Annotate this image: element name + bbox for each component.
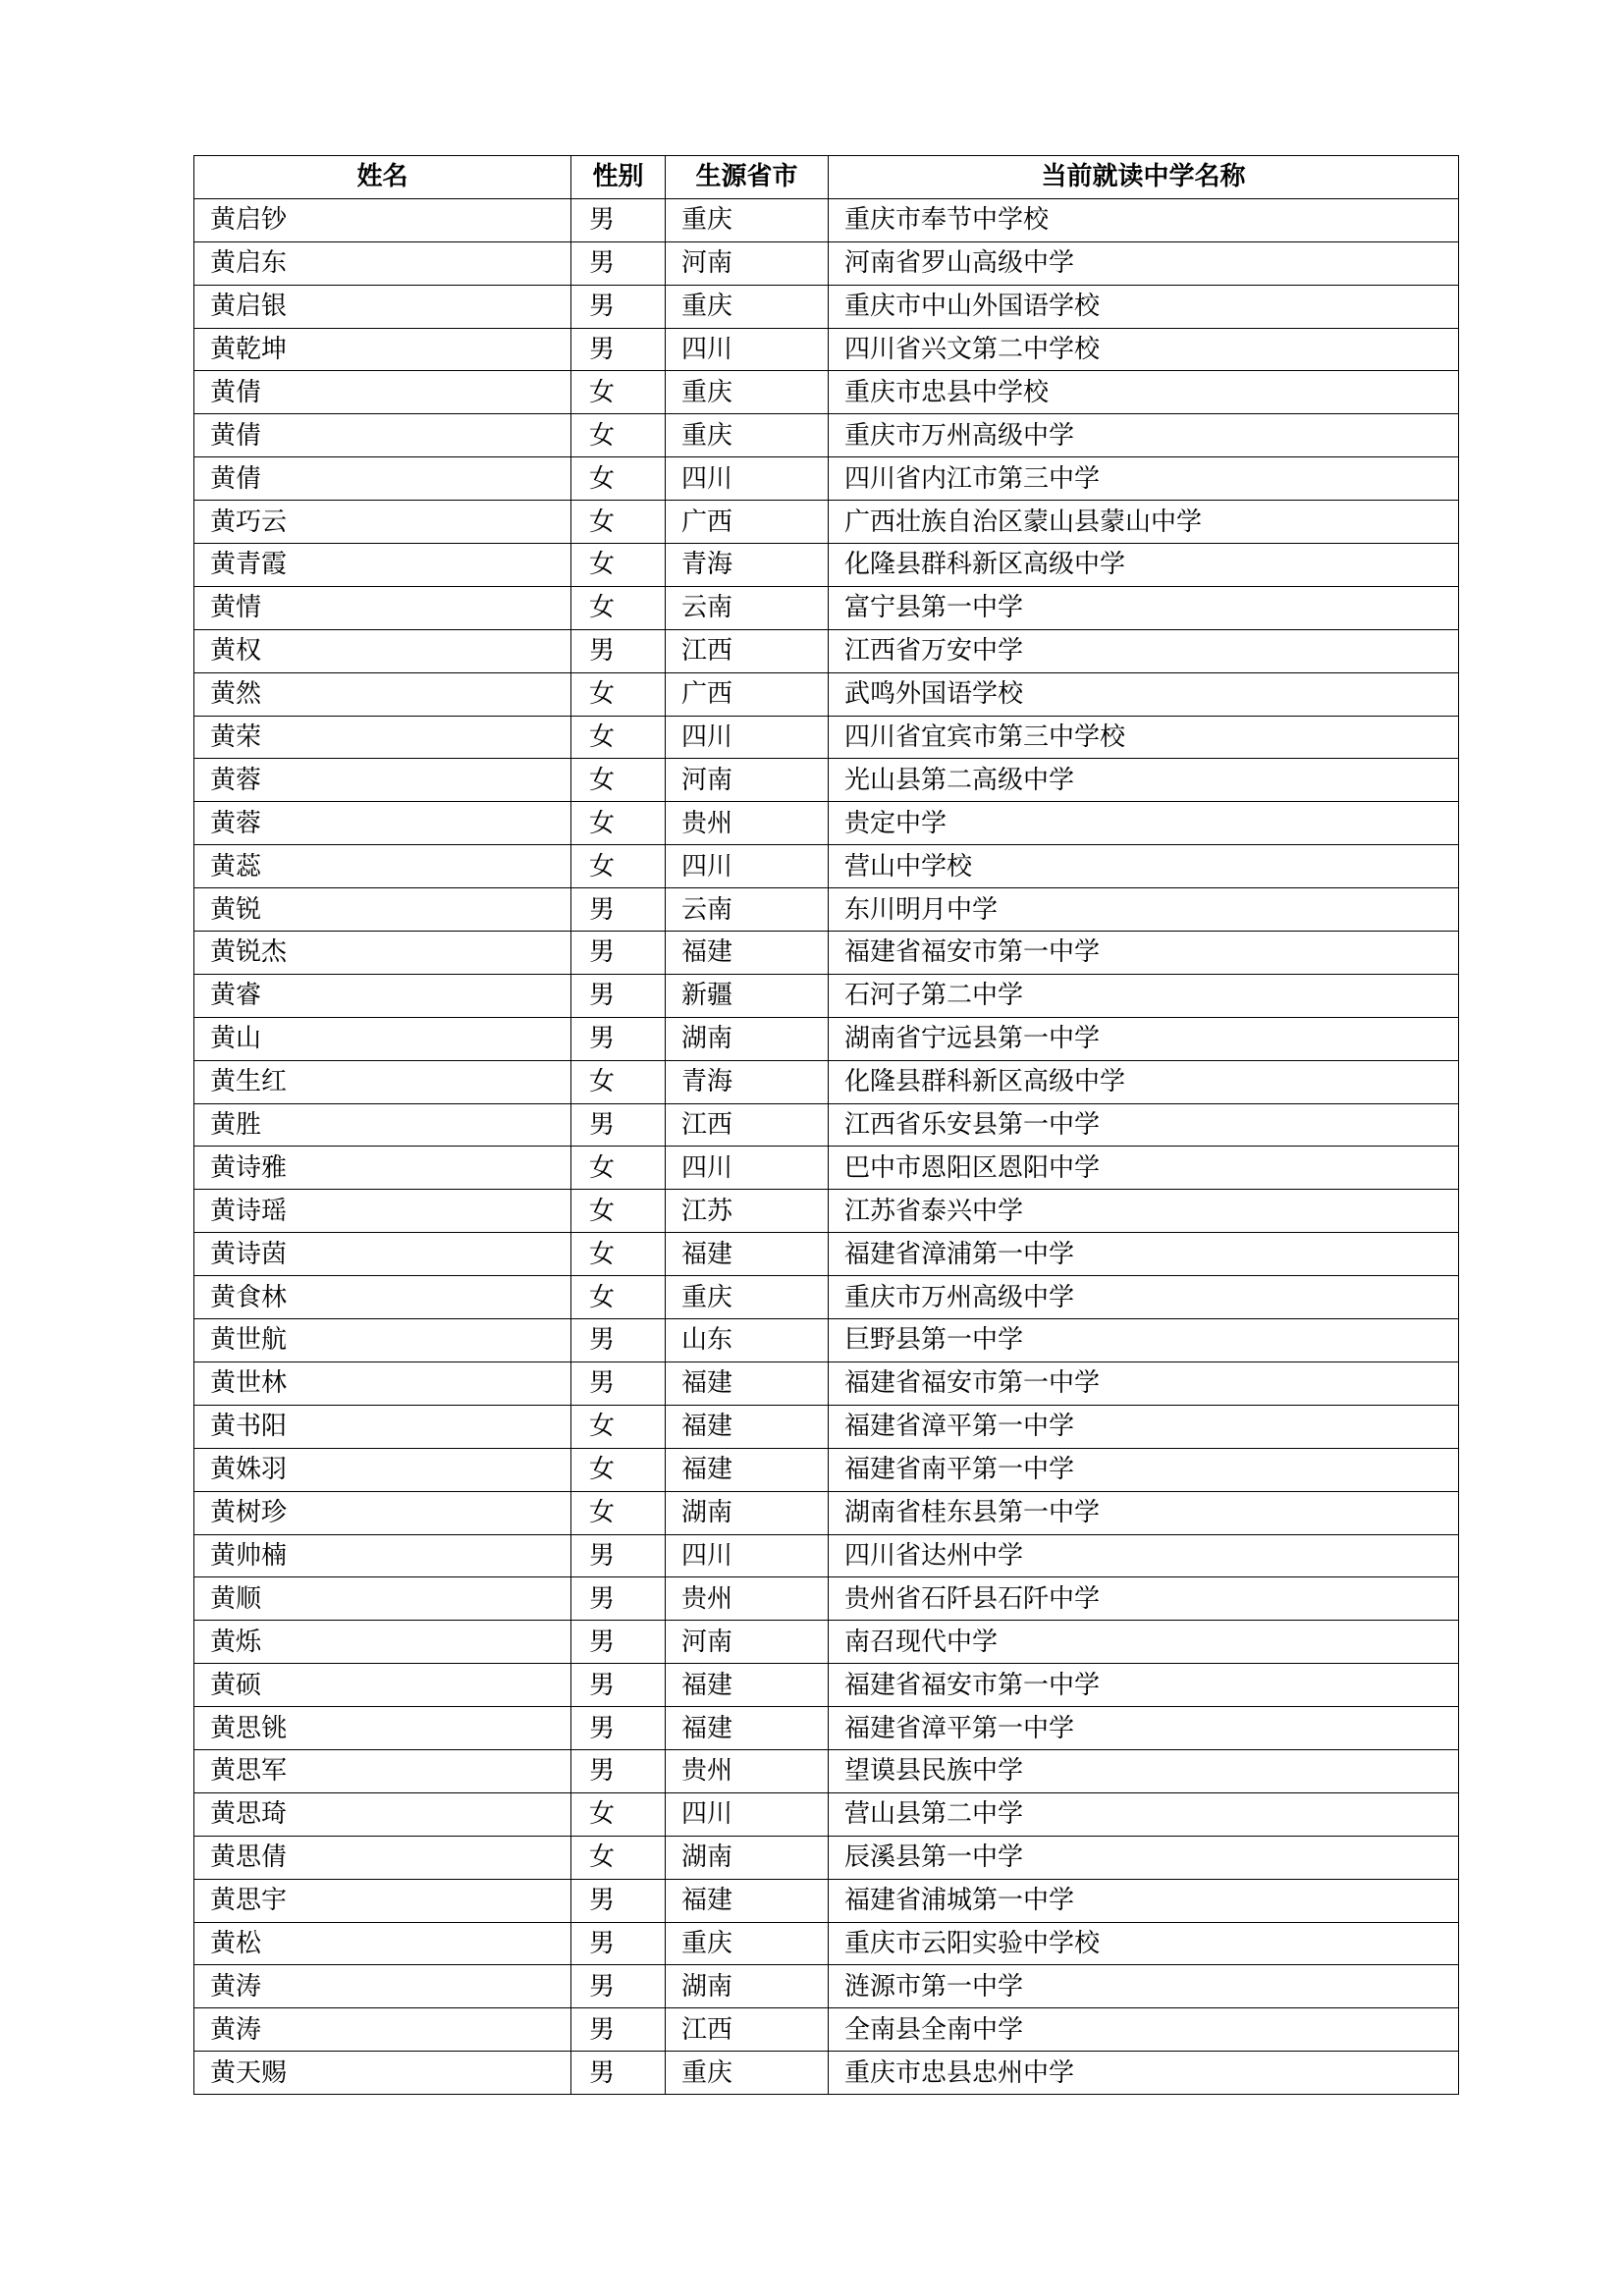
cell-school: 辰溪县第一中学 xyxy=(829,1836,1459,1879)
cell-province: 河南 xyxy=(666,1621,829,1664)
cell-name: 黄世林 xyxy=(194,1362,571,1405)
cell-school: 全南县全南中学 xyxy=(829,2008,1459,2052)
cell-school: 营山中学校 xyxy=(829,845,1459,888)
cell-school: 富宁县第一中学 xyxy=(829,586,1459,629)
cell-name: 黄山 xyxy=(194,1017,571,1060)
header-row xyxy=(194,156,1459,199)
table-row xyxy=(194,285,1459,328)
table-row xyxy=(194,759,1459,802)
cell-province: 江西 xyxy=(666,1103,829,1147)
cell-school: 望谟县民族中学 xyxy=(829,1749,1459,1792)
cell-school: 江西省乐安县第一中学 xyxy=(829,1103,1459,1147)
table-row xyxy=(194,328,1459,371)
cell-name: 黄涛 xyxy=(194,1965,571,2008)
table-row xyxy=(194,2008,1459,2052)
cell-gender: 女 xyxy=(571,586,666,629)
cell-province: 重庆 xyxy=(666,1922,829,1965)
table-row xyxy=(194,629,1459,672)
table-row xyxy=(194,1965,1459,2008)
cell-name: 黄然 xyxy=(194,672,571,716)
table-row xyxy=(194,1922,1459,1965)
table-row xyxy=(194,1879,1459,1922)
table-row xyxy=(194,501,1459,544)
cell-gender: 男 xyxy=(571,1922,666,1965)
cell-gender: 男 xyxy=(571,974,666,1017)
cell-school: 湖南省桂东县第一中学 xyxy=(829,1491,1459,1534)
table-body xyxy=(194,198,1459,2094)
cell-school: 重庆市忠县中学校 xyxy=(829,371,1459,414)
table-row xyxy=(194,414,1459,457)
cell-province: 福建 xyxy=(666,1362,829,1405)
cell-school: 福建省漳浦第一中学 xyxy=(829,1233,1459,1276)
cell-gender: 男 xyxy=(571,888,666,932)
cell-name: 黄食林 xyxy=(194,1276,571,1319)
header-province: 生源省市 xyxy=(666,156,829,199)
cell-province: 重庆 xyxy=(666,285,829,328)
cell-school: 四川省兴文第二中学校 xyxy=(829,328,1459,371)
cell-gender: 女 xyxy=(571,1147,666,1190)
table-row xyxy=(194,932,1459,975)
cell-school: 福建省浦城第一中学 xyxy=(829,1879,1459,1922)
cell-province: 云南 xyxy=(666,586,829,629)
cell-name: 黄思铫 xyxy=(194,1707,571,1750)
cell-name: 黄思军 xyxy=(194,1749,571,1792)
cell-province: 重庆 xyxy=(666,198,829,241)
cell-province: 福建 xyxy=(666,932,829,975)
cell-province: 云南 xyxy=(666,888,829,932)
table-row xyxy=(194,1276,1459,1319)
table-row xyxy=(194,457,1459,501)
cell-province: 广西 xyxy=(666,672,829,716)
cell-name: 黄倩 xyxy=(194,414,571,457)
table-row xyxy=(194,1405,1459,1448)
cell-school: 重庆市奉节中学校 xyxy=(829,198,1459,241)
cell-name: 黄世航 xyxy=(194,1319,571,1362)
cell-province: 福建 xyxy=(666,1405,829,1448)
cell-province: 湖南 xyxy=(666,1491,829,1534)
cell-name: 黄松 xyxy=(194,1922,571,1965)
cell-province: 湖南 xyxy=(666,1965,829,2008)
table-row xyxy=(194,1491,1459,1534)
cell-name: 黄帅楠 xyxy=(194,1534,571,1577)
cell-province: 福建 xyxy=(666,1707,829,1750)
cell-gender: 男 xyxy=(571,285,666,328)
cell-school: 巴中市恩阳区恩阳中学 xyxy=(829,1147,1459,1190)
cell-name: 黄倩 xyxy=(194,371,571,414)
table-row xyxy=(194,1534,1459,1577)
table-row xyxy=(194,1836,1459,1879)
cell-name: 黄书阳 xyxy=(194,1405,571,1448)
table-row xyxy=(194,1060,1459,1103)
header-gender: 性别 xyxy=(571,156,666,199)
cell-name: 黄思宇 xyxy=(194,1879,571,1922)
cell-school: 重庆市中山外国语学校 xyxy=(829,285,1459,328)
cell-name: 黄启东 xyxy=(194,241,571,285)
cell-school: 南召现代中学 xyxy=(829,1621,1459,1664)
cell-gender: 男 xyxy=(571,1017,666,1060)
cell-name: 黄荣 xyxy=(194,716,571,759)
cell-school: 石河子第二中学 xyxy=(829,974,1459,1017)
cell-gender: 女 xyxy=(571,457,666,501)
cell-name: 黄巧云 xyxy=(194,501,571,544)
cell-gender: 男 xyxy=(571,629,666,672)
cell-school: 贵定中学 xyxy=(829,802,1459,845)
cell-province: 贵州 xyxy=(666,1577,829,1621)
cell-gender: 男 xyxy=(571,1965,666,2008)
cell-gender: 男 xyxy=(571,1362,666,1405)
cell-school: 重庆市万州高级中学 xyxy=(829,1276,1459,1319)
cell-school: 福建省福安市第一中学 xyxy=(829,932,1459,975)
cell-gender: 女 xyxy=(571,759,666,802)
cell-school: 重庆市忠县忠州中学 xyxy=(829,2052,1459,2095)
cell-gender: 男 xyxy=(571,241,666,285)
cell-school: 四川省宜宾市第三中学校 xyxy=(829,716,1459,759)
table-row xyxy=(194,802,1459,845)
cell-gender: 男 xyxy=(571,2008,666,2052)
cell-school: 江苏省泰兴中学 xyxy=(829,1190,1459,1233)
cell-school: 四川省内江市第三中学 xyxy=(829,457,1459,501)
cell-name: 黄诗茵 xyxy=(194,1233,571,1276)
cell-province: 四川 xyxy=(666,457,829,501)
table-row xyxy=(194,1017,1459,1060)
cell-gender: 男 xyxy=(571,1707,666,1750)
cell-gender: 女 xyxy=(571,845,666,888)
cell-name: 黄思琦 xyxy=(194,1792,571,1836)
cell-province: 重庆 xyxy=(666,414,829,457)
student-roster-table xyxy=(193,155,1459,2095)
cell-name: 黄启钞 xyxy=(194,198,571,241)
cell-province: 重庆 xyxy=(666,2052,829,2095)
header-school: 当前就读中学名称 xyxy=(829,156,1459,199)
table-row xyxy=(194,241,1459,285)
cell-gender: 女 xyxy=(571,1233,666,1276)
table-row xyxy=(194,1190,1459,1233)
table-row xyxy=(194,1362,1459,1405)
cell-province: 重庆 xyxy=(666,371,829,414)
cell-name: 黄乾坤 xyxy=(194,328,571,371)
cell-province: 四川 xyxy=(666,716,829,759)
cell-province: 河南 xyxy=(666,241,829,285)
cell-name: 黄权 xyxy=(194,629,571,672)
table-row xyxy=(194,1233,1459,1276)
cell-gender: 女 xyxy=(571,371,666,414)
cell-province: 新疆 xyxy=(666,974,829,1017)
cell-school: 贵州省石阡县石阡中学 xyxy=(829,1577,1459,1621)
cell-school: 化隆县群科新区高级中学 xyxy=(829,544,1459,587)
table-row xyxy=(194,198,1459,241)
cell-province: 湖南 xyxy=(666,1836,829,1879)
cell-gender: 男 xyxy=(571,932,666,975)
cell-school: 福建省南平第一中学 xyxy=(829,1448,1459,1491)
table-row xyxy=(194,1103,1459,1147)
cell-name: 黄青霞 xyxy=(194,544,571,587)
cell-province: 江苏 xyxy=(666,1190,829,1233)
table-row xyxy=(194,544,1459,587)
cell-name: 黄蓉 xyxy=(194,759,571,802)
header-name: 姓名 xyxy=(194,156,571,199)
cell-province: 福建 xyxy=(666,1448,829,1491)
cell-province: 福建 xyxy=(666,1233,829,1276)
cell-school: 福建省漳平第一中学 xyxy=(829,1707,1459,1750)
cell-gender: 男 xyxy=(571,2052,666,2095)
cell-gender: 女 xyxy=(571,544,666,587)
table-row xyxy=(194,1147,1459,1190)
cell-school: 化隆县群科新区高级中学 xyxy=(829,1060,1459,1103)
cell-province: 重庆 xyxy=(666,1276,829,1319)
cell-school: 四川省达州中学 xyxy=(829,1534,1459,1577)
cell-gender: 女 xyxy=(571,1405,666,1448)
cell-province: 福建 xyxy=(666,1879,829,1922)
cell-name: 黄天赐 xyxy=(194,2052,571,2095)
cell-school: 营山县第二中学 xyxy=(829,1792,1459,1836)
cell-gender: 女 xyxy=(571,1836,666,1879)
cell-province: 河南 xyxy=(666,759,829,802)
cell-school: 东川明月中学 xyxy=(829,888,1459,932)
cell-province: 贵州 xyxy=(666,802,829,845)
cell-school: 福建省福安市第一中学 xyxy=(829,1362,1459,1405)
cell-name: 黄烁 xyxy=(194,1621,571,1664)
cell-school: 广西壮族自治区蒙山县蒙山中学 xyxy=(829,501,1459,544)
cell-province: 青海 xyxy=(666,1060,829,1103)
cell-province: 江西 xyxy=(666,629,829,672)
cell-province: 福建 xyxy=(666,1664,829,1707)
table-row xyxy=(194,1792,1459,1836)
cell-name: 黄姝羽 xyxy=(194,1448,571,1491)
cell-name: 黄树珍 xyxy=(194,1491,571,1534)
cell-school: 武鸣外国语学校 xyxy=(829,672,1459,716)
table-row xyxy=(194,2052,1459,2095)
cell-school: 江西省万安中学 xyxy=(829,629,1459,672)
cell-name: 黄硕 xyxy=(194,1664,571,1707)
table-row xyxy=(194,716,1459,759)
cell-name: 黄蓉 xyxy=(194,802,571,845)
table-row xyxy=(194,1319,1459,1362)
cell-gender: 女 xyxy=(571,1060,666,1103)
cell-school: 巨野县第一中学 xyxy=(829,1319,1459,1362)
cell-school: 涟源市第一中学 xyxy=(829,1965,1459,2008)
cell-name: 黄启银 xyxy=(194,285,571,328)
cell-gender: 男 xyxy=(571,1319,666,1362)
cell-province: 贵州 xyxy=(666,1749,829,1792)
cell-gender: 女 xyxy=(571,1792,666,1836)
table-row xyxy=(194,888,1459,932)
cell-school: 福建省福安市第一中学 xyxy=(829,1664,1459,1707)
table-row xyxy=(194,1448,1459,1491)
cell-gender: 男 xyxy=(571,1103,666,1147)
table-row xyxy=(194,845,1459,888)
cell-name: 黄锐杰 xyxy=(194,932,571,975)
cell-name: 黄睿 xyxy=(194,974,571,1017)
table-row xyxy=(194,586,1459,629)
cell-school: 河南省罗山高级中学 xyxy=(829,241,1459,285)
cell-name: 黄倩 xyxy=(194,457,571,501)
table-row xyxy=(194,974,1459,1017)
cell-gender: 女 xyxy=(571,414,666,457)
cell-gender: 女 xyxy=(571,1448,666,1491)
cell-name: 黄顺 xyxy=(194,1577,571,1621)
cell-name: 黄诗瑶 xyxy=(194,1190,571,1233)
cell-gender: 女 xyxy=(571,672,666,716)
cell-province: 四川 xyxy=(666,1534,829,1577)
cell-gender: 男 xyxy=(571,328,666,371)
table-row xyxy=(194,1577,1459,1621)
cell-province: 山东 xyxy=(666,1319,829,1362)
cell-gender: 女 xyxy=(571,1276,666,1319)
cell-gender: 女 xyxy=(571,802,666,845)
cell-province: 湖南 xyxy=(666,1017,829,1060)
cell-province: 江西 xyxy=(666,2008,829,2052)
cell-name: 黄涛 xyxy=(194,2008,571,2052)
table-row xyxy=(194,1707,1459,1750)
cell-province: 四川 xyxy=(666,328,829,371)
cell-name: 黄胜 xyxy=(194,1103,571,1147)
cell-name: 黄蕊 xyxy=(194,845,571,888)
cell-name: 黄情 xyxy=(194,586,571,629)
cell-name: 黄锐 xyxy=(194,888,571,932)
cell-gender: 男 xyxy=(571,1534,666,1577)
cell-school: 重庆市云阳实验中学校 xyxy=(829,1922,1459,1965)
cell-gender: 男 xyxy=(571,1749,666,1792)
cell-school: 光山县第二高级中学 xyxy=(829,759,1459,802)
cell-school: 福建省漳平第一中学 xyxy=(829,1405,1459,1448)
cell-province: 四川 xyxy=(666,1147,829,1190)
cell-name: 黄诗雅 xyxy=(194,1147,571,1190)
cell-name: 黄思倩 xyxy=(194,1836,571,1879)
cell-gender: 女 xyxy=(571,1491,666,1534)
cell-province: 四川 xyxy=(666,1792,829,1836)
table-row xyxy=(194,1749,1459,1792)
cell-gender: 男 xyxy=(571,1577,666,1621)
cell-gender: 男 xyxy=(571,1879,666,1922)
cell-school: 重庆市万州高级中学 xyxy=(829,414,1459,457)
table-row xyxy=(194,672,1459,716)
cell-province: 青海 xyxy=(666,544,829,587)
cell-gender: 男 xyxy=(571,1664,666,1707)
cell-gender: 男 xyxy=(571,1621,666,1664)
cell-province: 四川 xyxy=(666,845,829,888)
cell-gender: 女 xyxy=(571,716,666,759)
cell-school: 湖南省宁远县第一中学 xyxy=(829,1017,1459,1060)
cell-gender: 男 xyxy=(571,198,666,241)
cell-province: 广西 xyxy=(666,501,829,544)
cell-name: 黄生红 xyxy=(194,1060,571,1103)
cell-gender: 女 xyxy=(571,1190,666,1233)
table-row xyxy=(194,1664,1459,1707)
cell-gender: 女 xyxy=(571,501,666,544)
table-row xyxy=(194,371,1459,414)
table-row xyxy=(194,1621,1459,1664)
